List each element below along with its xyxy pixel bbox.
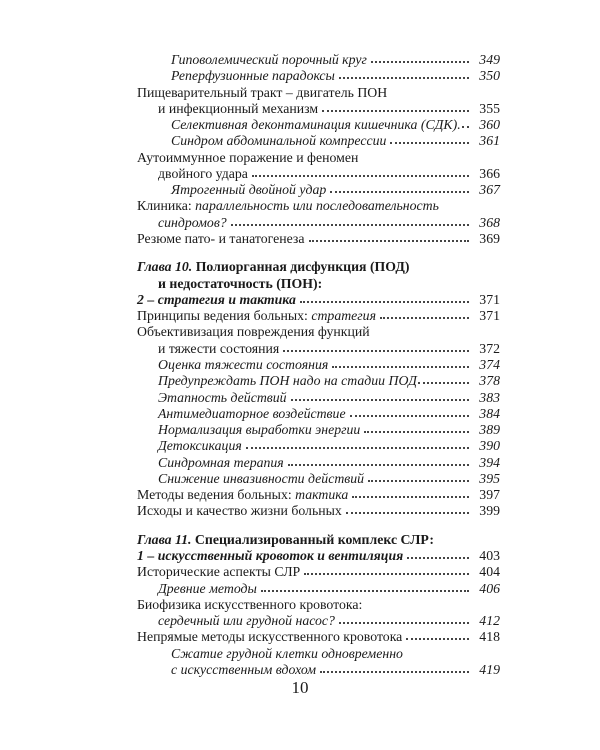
- toc-entry-text: Древние методы: [158, 581, 257, 596]
- toc-entry: Пищеварительный тракт – двигатель ПОН: [137, 85, 388, 100]
- toc-entry: Реперфузионные парадоксы 350: [171, 68, 500, 83]
- toc-entry: Детоксикация 390: [158, 438, 500, 453]
- toc-entry-text: Исторические аспекты СЛР: [137, 564, 301, 579]
- toc-entry: Синдромная терапия 394: [158, 455, 500, 470]
- toc-entry: Этапность действий 383: [158, 390, 500, 405]
- toc-entry: Синдром абдоминальной компрессии 361: [171, 133, 500, 148]
- toc-entry: и инфекционный механизм 355: [158, 101, 500, 116]
- toc-entry: Аутоиммунное поражение и феномен: [137, 150, 359, 165]
- toc-entry: Гиповолемический порочный круг 349: [171, 52, 500, 67]
- toc-entry: [137, 564, 500, 580]
- toc-entry: Селективная деконтаминация кишечника (СДК). 360: [171, 117, 500, 132]
- page-number: 10: [291, 678, 309, 697]
- toc-entry: Клиника: параллельность или последовательность: [137, 198, 439, 213]
- toc-entry: Принципы ведения больных: стратегия 371: [137, 308, 500, 323]
- toc-entry-page: 418: [479, 629, 500, 644]
- toc-entry: [158, 581, 500, 597]
- toc-entry: [158, 613, 500, 629]
- toc-entry: [171, 662, 500, 678]
- toc-entry: Нормализация выработки энергии 389: [158, 422, 500, 437]
- toc-entry-text: сердечный или грудной насос?: [158, 613, 335, 628]
- chapter-heading: Глава 10. Полиорганная дисфункция (ПОД): [137, 259, 410, 274]
- toc-entry: [171, 646, 500, 662]
- chapter-heading: 2 – стратегия и тактика 371: [137, 292, 500, 307]
- toc-entry: [137, 629, 500, 645]
- chapter-heading: Глава 11. Специализированный комплекс СЛР:: [137, 532, 434, 547]
- toc-entry: Методы ведения больных: тактика 397: [137, 487, 500, 502]
- toc-entry: Антимедиаторное воздействие 384: [158, 406, 500, 421]
- toc-entry: и тяжести состояния 372: [158, 341, 500, 356]
- chapter-heading: 1 – искусственный кровоток и вентиляция 403: [137, 548, 500, 563]
- toc-entry-text: Непрямые методы искусственного кровотока: [137, 629, 403, 644]
- toc-entry: Снижение инвазивности действий 395: [158, 471, 500, 486]
- toc-entry: Резюме пато- и танатогенеза 369: [137, 231, 500, 246]
- toc-entry-text: с искусственным вдохом: [171, 662, 317, 677]
- toc-entry: Исходы и качество жизни больных 399: [137, 503, 500, 518]
- toc-entry-page: 412: [479, 613, 500, 628]
- toc-entry-page: 404: [479, 564, 500, 579]
- toc-entry: [137, 597, 500, 613]
- toc-entry-text: Биофизика искусственного кровотока:: [137, 597, 363, 612]
- toc-entry: двойного удара 366: [158, 166, 500, 181]
- chapter-heading: и недостаточность (ПОН):: [158, 276, 323, 291]
- toc-entry: синдромов? 368: [158, 215, 500, 230]
- toc-entry-page: 419: [479, 662, 500, 677]
- toc-entry-page: 406: [479, 581, 500, 596]
- toc-entry: Ятрогенный двойной удар 367: [171, 182, 500, 197]
- toc-entry-text: Сжатие грудной клетки одновременно: [171, 646, 403, 661]
- toc-entry: Предупреждать ПОН надо на стадии ПОД 378: [158, 373, 500, 388]
- toc-entry: Оценка тяжести состояния 374: [158, 357, 500, 372]
- toc-entry: Объективизация повреждения функций: [137, 324, 370, 339]
